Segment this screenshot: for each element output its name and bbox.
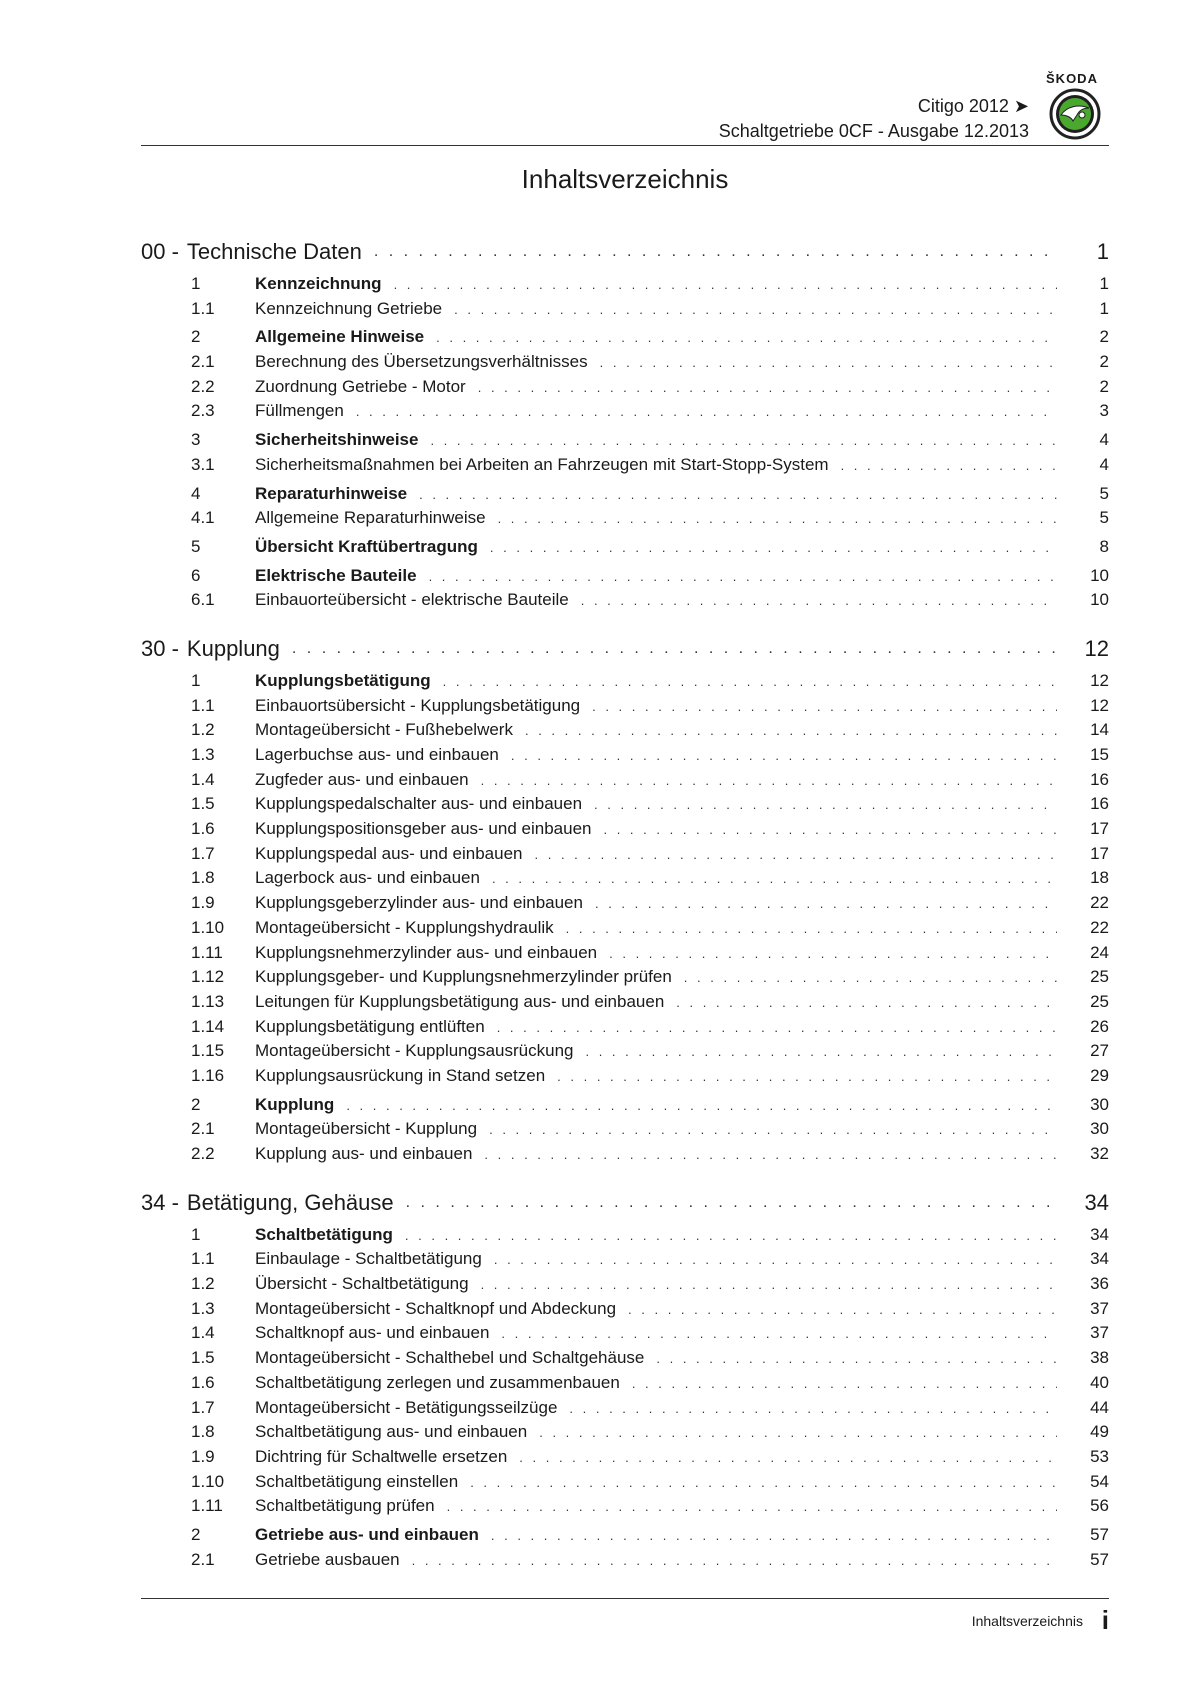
toc-leader-dots [501,1326,1057,1341]
toc-leader-dots [595,896,1057,911]
toc-page-number: 57 [1090,1524,1109,1544]
toc-leader-dots [374,243,1057,261]
toc-page-number: 30 [1090,1094,1109,1114]
toc-page-number: 12 [1090,695,1109,715]
toc-page-number: 10 [1090,590,1109,610]
toc-number: 1.2 [191,1274,215,1294]
toc-section[interactable] [141,566,1109,591]
toc-page-number: 49 [1090,1422,1109,1442]
toc-subsection[interactable] [141,1422,1109,1447]
toc-number: 1.1 [191,695,215,715]
toc-title: Reparaturhinweise [255,483,408,503]
toc-leader-dots [632,1376,1057,1391]
toc-number: 2.3 [191,401,215,421]
document-subtitle: Schaltgetriebe 0CF - Ausgabe 12.2013 [718,121,1029,141]
toc-title: Elektrische Bauteile [255,565,417,585]
toc-number: 2.1 [191,1549,215,1569]
toc-page-number: 34 [1090,1249,1109,1269]
toc-title: Übersicht - Schaltbetätigung [255,1274,469,1294]
toc-title: Einbauorteübersicht - elektrische Bauteile [255,590,569,610]
toc-title: Kupplungspedalschalter aus- und einbauen [255,794,583,814]
toc-leader-dots [489,1122,1057,1137]
toc-leader-dots [628,1302,1057,1317]
toc-subsection[interactable] [141,1274,1109,1299]
toc-subsection[interactable] [141,1017,1109,1042]
toc-title: Kennzeichnung Getriebe [255,298,443,318]
toc-title: Schaltbetätigung zerlegen und zusammenbauen [255,1372,620,1392]
toc-number: 2 [191,1094,201,1114]
toc-leader-dots [405,1228,1057,1243]
toc-subsection[interactable] [141,1249,1109,1274]
toc-leader-dots [356,404,1057,419]
toc-title: Montageübersicht - Schalthebel und Schaltgehäuse [255,1348,645,1368]
toc-page-number: 4 [1099,430,1109,450]
toc-number: 2.2 [191,1144,215,1163]
toc-page-number: 12 [1084,635,1109,661]
toc-page-number: 1 [1099,274,1109,293]
toc-leader-dots [447,1499,1057,1514]
toc-title: Lagerbuchse aus- und einbauen [255,745,499,764]
page-title: Inhaltsverzeichnis [521,164,729,194]
toc-leader-dots [535,847,1057,862]
toc-number: 6.1 [191,590,215,610]
toc-number: 1.7 [191,1397,215,1417]
toc-number: 1.15 [191,1041,225,1061]
toc-title: Getriebe aus- und einbauen [255,1524,479,1544]
toc-leader-dots [406,1194,1057,1212]
toc-subsection[interactable] [141,299,1109,324]
toc-leader-dots [490,540,1057,555]
toc-number: 1.3 [191,1298,215,1318]
toc-page-number: 32 [1090,1144,1109,1163]
toc-page-number: 57 [1090,1549,1109,1569]
toc-title: Allgemeine Hinweise [255,327,425,347]
toc-page-number: 3 [1099,401,1109,421]
toc-title: Lagerbock aus- und einbauen [255,868,480,888]
toc-leader-dots [581,593,1057,608]
toc-leader-dots [511,748,1057,763]
toc-number: 1 [191,670,201,690]
toc-title: Kupplung [186,635,280,661]
model-label: Citigo 2012 ➤ [917,96,1029,116]
toc-subsection[interactable] [141,696,1109,721]
toc-leader-dots [585,1044,1057,1059]
toc-leader-dots [481,773,1057,788]
toc-leader-dots [491,1528,1057,1543]
toc-number: 1.13 [191,991,225,1011]
toc-section[interactable] [141,430,1109,455]
toc-leader-dots [498,511,1057,526]
toc-number: 34 - [141,1189,179,1215]
toc-number: 1.11 [191,1496,223,1516]
toc-number: 1.1 [191,298,215,318]
toc-title: Kupplungsbetätigung [255,670,431,690]
toc-title: Kupplungsnehmerzylinder aus- und einbauen [255,942,598,962]
toc-subsection[interactable] [141,1119,1109,1144]
toc-title: Einbauortsübersicht - Kupplungsbetätigung [255,695,581,715]
toc-subsection[interactable] [141,918,1109,943]
toc-page-number: 8 [1099,536,1109,556]
toc-leader-dots [519,1450,1057,1465]
toc-subsection[interactable] [141,1496,1109,1521]
toc-page-number: 15 [1090,745,1109,764]
toc-title: Zugfeder aus- und einbauen [255,769,469,789]
toc-number: 3.1 [191,454,215,474]
toc-chapter[interactable] [141,627,1109,671]
toc-leader-dots [539,1425,1057,1440]
toc-section[interactable] [141,1095,1109,1120]
toc-page-number: 16 [1090,794,1109,814]
toc-title: Technische Daten [186,239,362,264]
toc-page-number: 4 [1099,454,1109,474]
toc-leader-dots [419,487,1057,502]
toc-leader-dots [292,640,1057,658]
toc-page-number: 12 [1090,670,1109,690]
toc-leader-dots [497,1020,1057,1035]
toc-page-number: 54 [1090,1471,1109,1491]
toc-leader-dots [684,970,1057,985]
toc-page-number: 22 [1090,917,1109,937]
toc-page-number: 17 [1090,819,1109,839]
toc-leader-dots [609,946,1057,961]
toc-section[interactable] [141,327,1109,352]
toc-title: Füllmengen [255,401,344,421]
toc-number: 2.1 [191,352,215,372]
toc-subsection[interactable] [141,770,1109,795]
toc-title: Montageübersicht - Kupplungshydraulik [255,917,554,937]
toc-number: 2.1 [191,1119,215,1139]
toc-title: Allgemeine Reparaturhinweise [255,508,486,528]
toc-page-number: 25 [1090,991,1109,1011]
toc-page-number: 37 [1090,1323,1109,1343]
toc-number: 1.8 [191,1422,215,1442]
toc-number: 1.10 [191,917,225,937]
footer-page-number: i [1101,1605,1109,1635]
toc-title: Kupplungsausrückung in Stand setzen [255,1065,546,1085]
toc-number: 1.12 [191,967,225,987]
toc-subsection[interactable] [141,1144,1109,1169]
toc-number: 4.1 [191,508,215,528]
toc-number: 4 [191,483,201,503]
toc-subsection[interactable] [141,720,1109,745]
footer-label: Inhaltsverzeichnis [971,1613,1083,1629]
toc-page-number: 22 [1090,893,1109,913]
toc-leader-dots [676,995,1057,1010]
toc-leader-dots [443,674,1057,689]
toc-subsection[interactable] [141,401,1109,426]
toc-leader-dots [470,1475,1057,1490]
toc-subsection[interactable] [141,1550,1109,1575]
toc-leader-dots [436,330,1057,345]
toc-title: Montageübersicht - Schaltknopf und Abdeckung [255,1298,617,1318]
toc-subsection[interactable] [141,352,1109,377]
toc-leader-dots [481,1277,1057,1292]
toc-number: 1.11 [191,942,223,962]
toc-section[interactable] [141,1225,1109,1250]
toc-page-number: 34 [1090,1224,1109,1244]
toc-subsection[interactable] [141,1066,1109,1091]
toc-number: 1.16 [191,1065,225,1085]
toc-leader-dots [525,723,1057,738]
toc-number: 1.6 [191,819,215,839]
toc-leader-dots [841,458,1057,473]
toc-page-number: 17 [1090,843,1109,863]
toc-number: 2 [191,327,201,347]
toc-title: Montageübersicht - Fußhebelwerk [255,720,513,740]
toc-title: Dichtring für Schaltwelle ersetzen [255,1446,508,1466]
toc-title: Sicherheitsmaßnahmen bei Arbeiten an Fahrzeugen mit Start-Stopp-System [255,454,829,474]
toc-page-number: 26 [1090,1016,1109,1036]
toc-number: 1.10 [191,1471,225,1491]
toc-title: Sicherheitshinweise [255,430,419,450]
toc-leader-dots [429,569,1057,584]
page-footer [141,1598,1109,1635]
toc-title: Kupplungsgeber- und Kupplungsnehmerzylinder prüfen [255,967,672,987]
brand-wordmark: ŠKODA [1046,71,1098,86]
toc-subsection[interactable] [141,819,1109,844]
toc-title: Montageübersicht - Kupplungsausrückung [255,1041,574,1061]
toc-subsection[interactable] [141,1041,1109,1066]
toc-section[interactable] [141,484,1109,509]
skoda-logo-icon [1049,88,1101,140]
toc-section[interactable] [141,274,1109,299]
toc-title: Kupplungspositionsgeber aus- und einbauen [255,819,592,839]
toc-subsection[interactable] [141,1447,1109,1472]
toc-page-number: 44 [1090,1397,1109,1417]
toc-title: Kupplungsbetätigung entlüften [255,1016,485,1036]
toc-page-number: 5 [1099,483,1109,503]
toc-title: Kupplungspedal aus- und einbauen [255,843,523,863]
toc-title: Berechnung des Übersetzungsverhältnisses [255,352,588,372]
toc-title: Schaltbetätigung [255,1224,393,1244]
toc-number: 30 - [141,635,179,661]
toc-number: 1.9 [191,1446,215,1466]
toc-page-number: 2 [1099,352,1109,372]
toc-subsection[interactable] [141,1299,1109,1324]
toc-page-number: 1 [1099,298,1109,318]
toc-section[interactable] [141,537,1109,562]
toc-number: 00 - [141,239,179,264]
toc-subsection[interactable] [141,745,1109,770]
toc-chapter[interactable] [141,1181,1109,1225]
toc-number: 5 [191,536,201,556]
toc-title: Kennzeichnung [255,274,382,293]
toc-number: 1.1 [191,1249,215,1269]
toc-number: 2.2 [191,376,215,396]
toc-number: 1.8 [191,868,215,888]
toc-subsection[interactable] [141,893,1109,918]
toc-title: Kupplungsgeberzylinder aus- und einbauen [255,893,583,913]
toc-title: Betätigung, Gehäuse [186,1189,394,1215]
toc-leader-dots [430,433,1057,448]
toc-title: Schaltbetätigung prüfen [255,1496,435,1516]
toc-number: 1 [191,1224,201,1244]
toc-number: 1.5 [191,794,215,814]
toc-page-number: 14 [1090,720,1109,740]
toc-page-number: 2 [1099,327,1109,347]
toc-number: 2 [191,1524,201,1544]
toc-number: 1.5 [191,1348,215,1368]
toc-number: 1.4 [191,769,215,789]
toc-page-number: 29 [1090,1065,1109,1085]
toc-leader-dots [412,1553,1057,1568]
toc-subsection[interactable] [141,377,1109,402]
toc-leader-dots [494,1252,1057,1267]
toc-page-number: 27 [1090,1041,1109,1061]
toc-page-number: 18 [1090,868,1109,888]
toc-page-number: 34 [1084,1189,1109,1215]
toc-number: 1.3 [191,745,215,764]
toc-leader-dots [600,355,1057,370]
toc-subsection[interactable] [141,943,1109,968]
toc-page-number: 2 [1099,376,1109,396]
toc-subsection[interactable] [141,1398,1109,1423]
toc-subsection[interactable] [141,455,1109,480]
toc-page-number: 24 [1090,942,1109,962]
toc-leader-dots [656,1351,1057,1366]
toc-page-number: 53 [1090,1446,1109,1466]
toc-leader-dots [557,1069,1057,1084]
toc-page-number: 36 [1090,1274,1109,1294]
toc-leader-dots [603,822,1057,837]
table-of-contents [141,230,1109,1574]
toc-section[interactable] [141,671,1109,696]
toc-leader-dots [492,871,1057,886]
toc-title: Montageübersicht - Kupplung [255,1119,478,1139]
toc-title: Schaltknopf aus- und einbauen [255,1323,490,1343]
toc-number: 1.14 [191,1016,225,1036]
toc-leader-dots [592,699,1057,714]
toc-page-number: 25 [1090,967,1109,987]
toc-number: 1 [191,274,201,293]
toc-page-number: 56 [1090,1496,1109,1516]
toc-subsection[interactable] [141,794,1109,819]
toc-leader-dots [484,1147,1057,1162]
toc-number: 3 [191,430,201,450]
toc-page-number: 40 [1090,1372,1109,1392]
toc-leader-dots [566,921,1057,936]
toc-page-number: 37 [1090,1298,1109,1318]
toc-subsection[interactable] [141,1323,1109,1348]
toc-title: Kupplung aus- und einbauen [255,1144,473,1163]
toc-subsection[interactable] [141,1348,1109,1373]
toc-leader-dots [346,1098,1057,1113]
toc-title: Getriebe ausbauen [255,1549,400,1569]
toc-number: 1.4 [191,1323,215,1343]
toc-title: Montageübersicht - Betätigungsseilzüge [255,1397,558,1417]
toc-subsection[interactable] [141,992,1109,1017]
toc-leader-dots [569,1401,1057,1416]
toc-title: Einbaulage - Schaltbetätigung [255,1249,482,1269]
toc-subsection[interactable] [141,844,1109,869]
toc-chapter[interactable] [141,230,1109,274]
toc-subsection[interactable] [141,1472,1109,1497]
toc-subsection[interactable] [141,590,1109,615]
toc-subsection[interactable] [141,1373,1109,1398]
toc-page-number: 30 [1090,1119,1109,1139]
toc-subsection[interactable] [141,967,1109,992]
toc-subsection[interactable] [141,508,1109,533]
toc-number: 1.6 [191,1372,215,1392]
toc-page-number: 5 [1099,508,1109,528]
toc-number: 6 [191,565,201,585]
toc-title: Schaltbetätigung aus- und einbauen [255,1422,528,1442]
toc-number: 1.7 [191,843,215,863]
toc-leader-dots [594,797,1057,812]
toc-title: Kupplung [255,1094,335,1114]
toc-number: 1.2 [191,720,215,740]
toc-leader-dots [394,277,1057,292]
toc-leader-dots [478,380,1057,395]
toc-number: 1.9 [191,893,215,913]
toc-subsection[interactable] [141,868,1109,893]
toc-page-number: 16 [1090,769,1109,789]
toc-title: Übersicht Kraftübertragung [255,536,478,556]
toc-title: Zuordnung Getriebe - Motor [255,376,466,396]
toc-title: Schaltbetätigung einstellen [255,1471,459,1491]
toc-page-number: 10 [1090,565,1109,585]
toc-leader-dots [454,302,1057,317]
toc-page-number: 1 [1096,239,1109,264]
toc-section[interactable] [141,1525,1109,1550]
toc-title: Leitungen für Kupplungsbetätigung aus- und einbauen [255,991,665,1011]
toc-page-number: 38 [1090,1348,1109,1368]
page-header [141,60,1109,146]
